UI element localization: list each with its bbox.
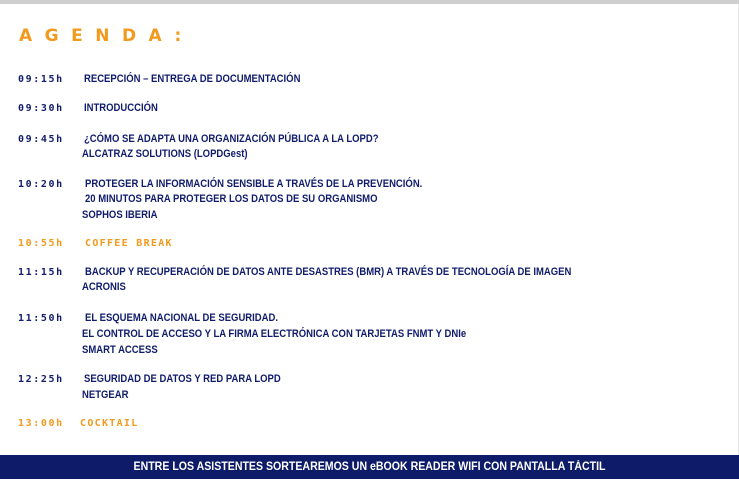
cocktail-label: COCKTAIL	[80, 418, 139, 429]
agenda-title: AGENDA:	[19, 26, 194, 46]
agenda-time: 09:15h	[18, 74, 64, 85]
agenda-time: 12:25h	[18, 374, 64, 385]
agenda-text: EL ESQUEMA NACIONAL DE SEGURIDAD.	[85, 312, 279, 324]
footer-text: ENTRE LOS ASISTENTES SORTEAREMOS UN eBOOK READER WIFI CON PANTALLA TÁCTIL	[133, 461, 606, 473]
agenda-time: 09:45h	[18, 134, 64, 145]
agenda-time: 10:20h	[18, 179, 64, 190]
agenda-text: 20 MINUTOS PARA PROTEGER LOS DATOS DE SU ORGANISMO	[85, 193, 378, 205]
agenda-time: 09:30h	[18, 103, 64, 114]
agenda-text: BACKUP Y RECUPERACIÓN DE DATOS ANTE DESASTRES (BMR) A TRAVÉS DE TECNOLOGÍA DE IMAGEN	[85, 266, 572, 278]
agenda-text: PROTEGER LA INFORMACIÓN SENSIBLE A TRAVÉS DE LA PREVENCIÓN.	[85, 178, 423, 190]
coffee-break-label: COFFEE BREAK	[85, 238, 173, 249]
agenda-text: RECEPCIÓN – ENTREGA DE DOCUMENTACIÓN	[84, 73, 301, 85]
footer-banner	[0, 455, 739, 479]
agenda-text: INTRODUCCIÓN	[84, 102, 158, 114]
agenda-time: 13:00h	[18, 418, 64, 429]
agenda-speaker: SMART ACCESS	[82, 344, 158, 356]
agenda-text: ¿CÓMO SE ADAPTA UNA ORGANIZACIÓN PÚBLICA A LA LOPD?	[84, 133, 379, 145]
agenda-text: SEGURIDAD DE DATOS Y RED PARA LOPD	[84, 373, 281, 385]
top-divider	[0, 0, 739, 4]
agenda-speaker: SOPHOS IBERIA	[82, 209, 158, 221]
agenda-time: 11:15h	[18, 267, 64, 278]
agenda-speaker: ALCATRAZ SOLUTIONS (LOPDGest)	[82, 148, 248, 160]
agenda-speaker: NETGEAR	[82, 389, 129, 401]
agenda-time: 11:50h	[18, 313, 64, 324]
agenda-time: 10:55h	[18, 238, 64, 249]
agenda-speaker: ACRONIS	[82, 281, 126, 293]
agenda-text: EL CONTROL DE ACCESO Y LA FIRMA ELECTRÓNICA CON TARJETAS FNMT Y DNIe	[82, 328, 467, 340]
